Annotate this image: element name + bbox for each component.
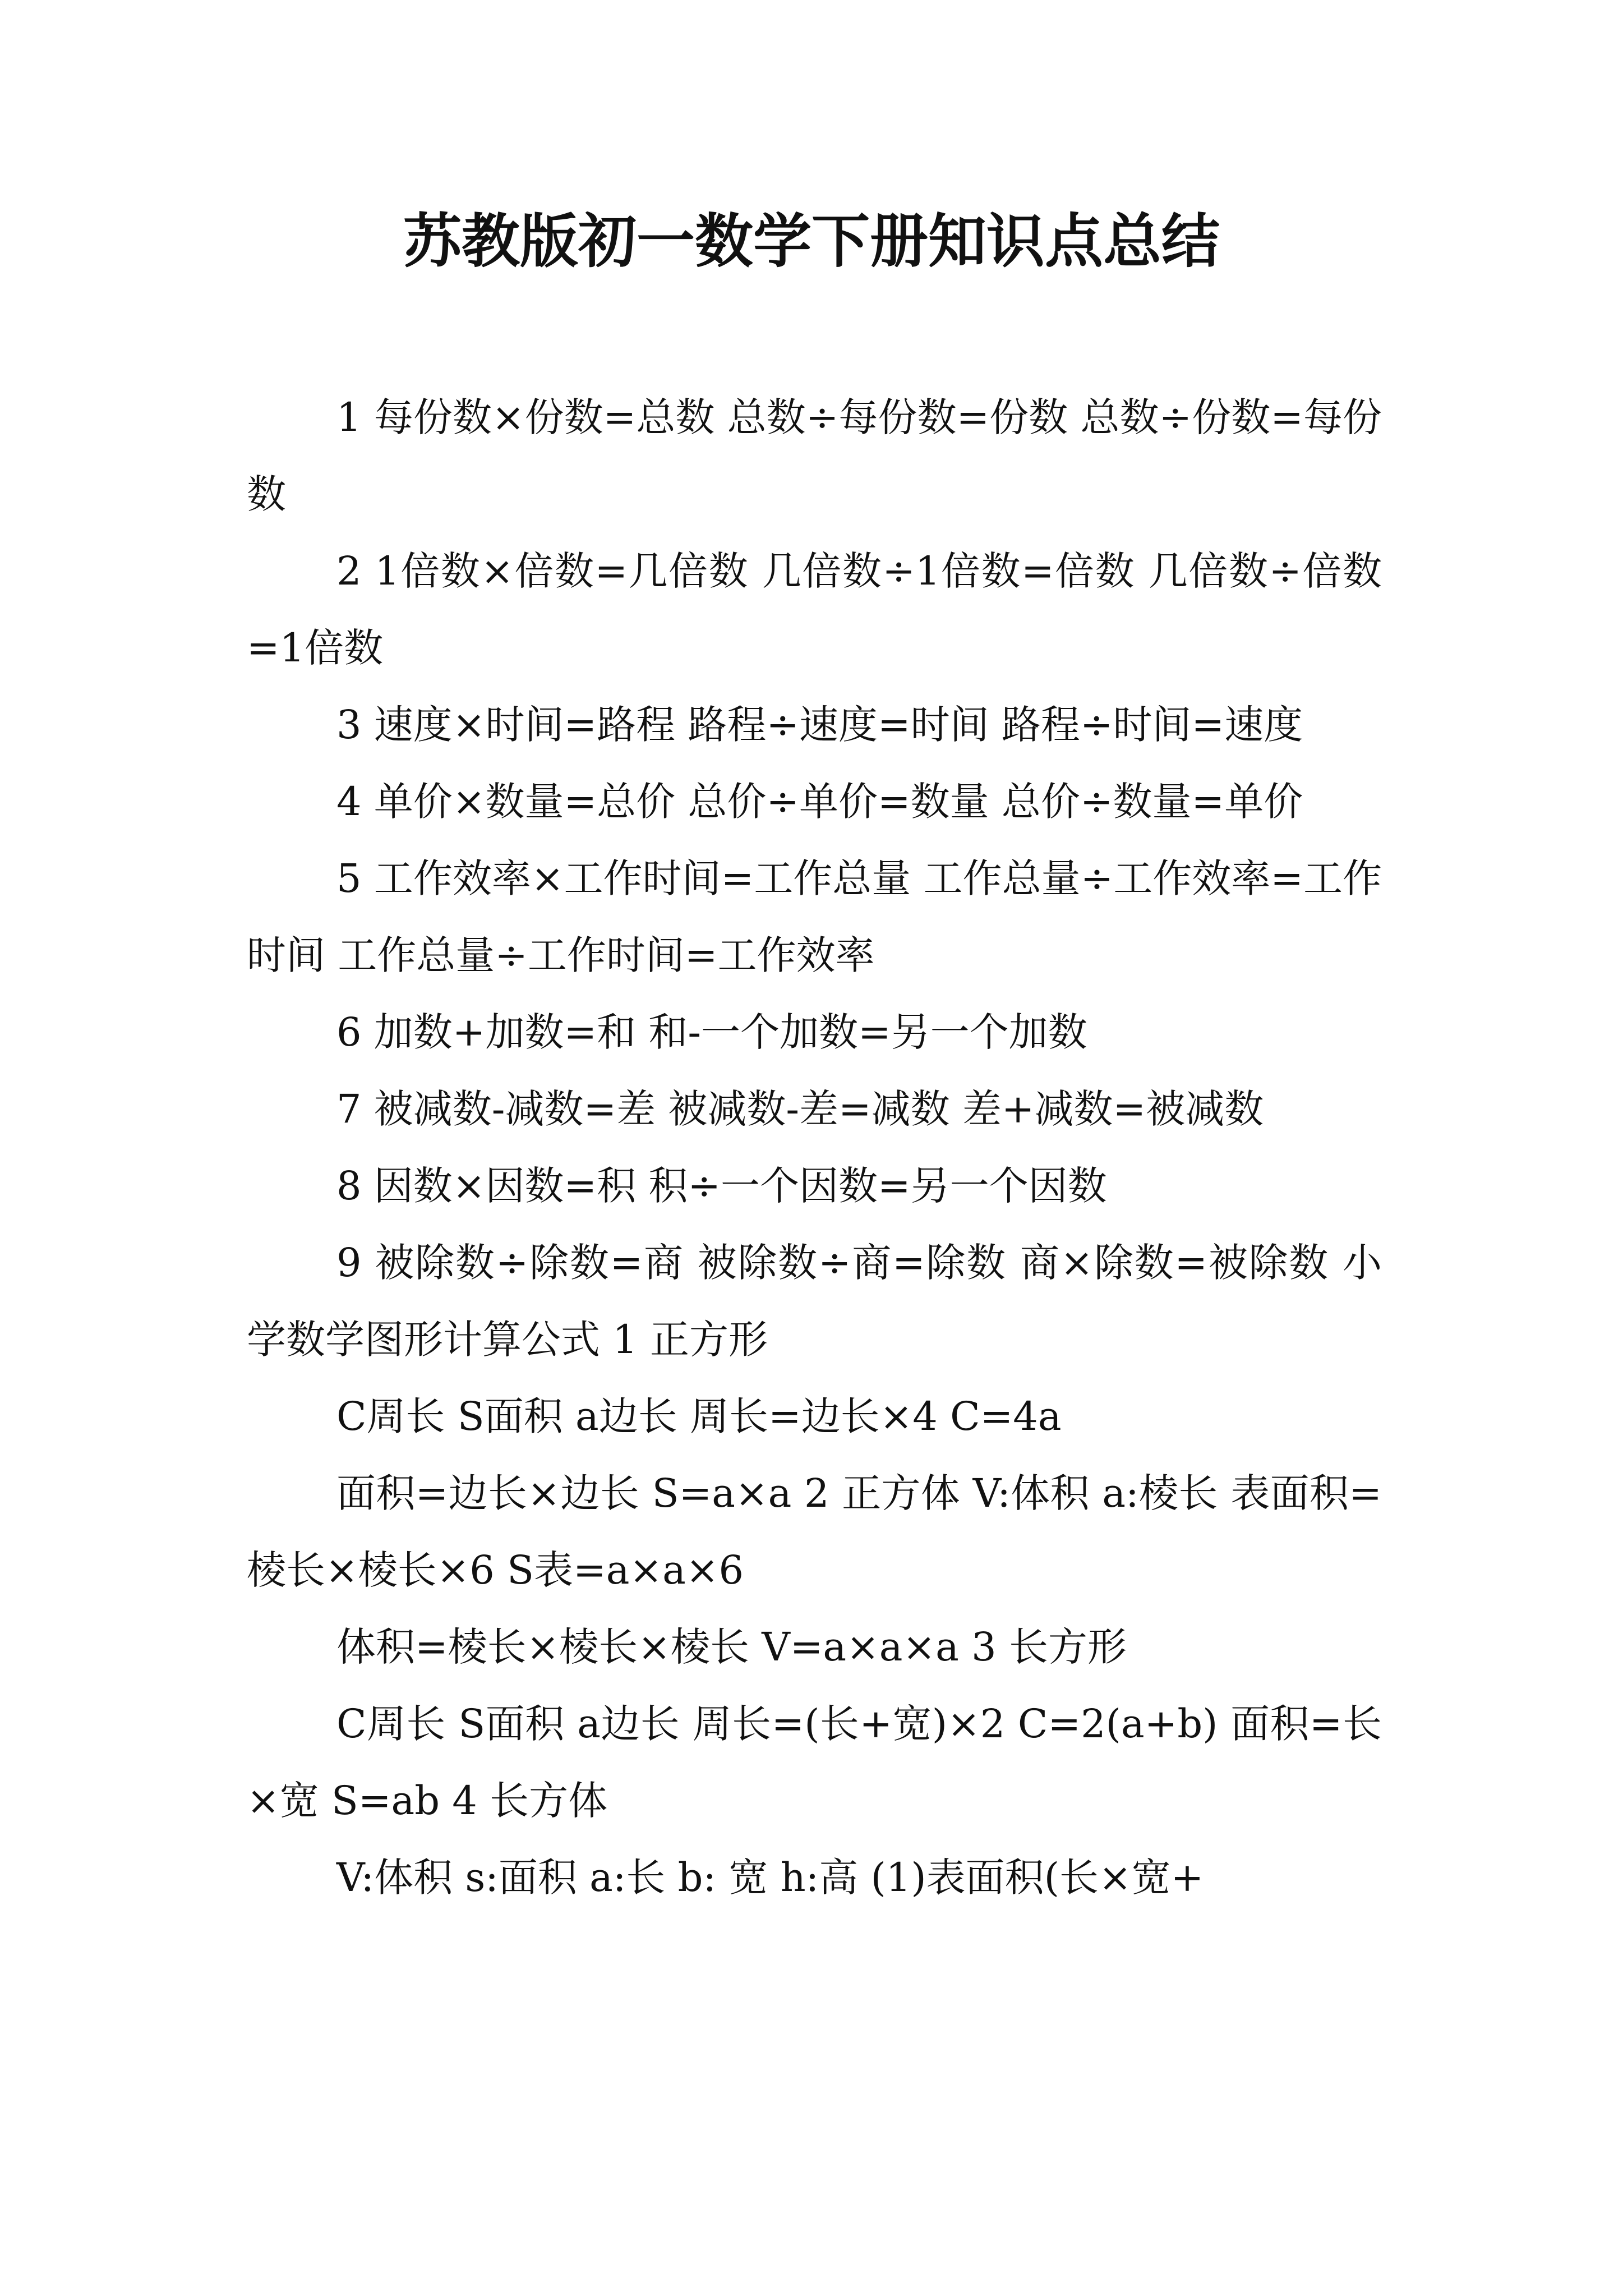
document-title: 苏教版初一数学下册知识点总结 [403, 206, 1220, 275]
paragraph: 4 单价×数量=总价 总价÷单价=数量 总价÷数量=单价 [336, 779, 1303, 825]
paragraph: V:体积 s:面积 a:长 b: 宽 h:高 (1)表面积(长×宽+ [336, 1855, 1204, 1901]
paragraph: 9 被除数÷除数=商 被除数÷商=除数 商×除数=被除数 小学数学图形计算公式 1 正方形 [247, 1240, 1382, 1363]
paragraph: 8 因数×因数=积 积÷一个因数=另一个因数 [336, 1163, 1107, 1209]
paragraph: 5 工作效率×工作时间=工作总量 工作总量÷工作效率=工作时间 工作总量÷工作时间=工作效率 [247, 855, 1382, 978]
document-body [247, 379, 1382, 1916]
paragraph: C周长 S面积 a边长 周长=边长×4 C=4a [336, 1393, 1062, 1439]
paragraph: 2 1倍数×倍数=几倍数 几倍数÷1倍数=倍数 几倍数÷倍数=1倍数 [247, 548, 1382, 671]
paragraph: 1 每份数×份数=总数 总数÷每份数=份数 总数÷份数=每份数 [247, 394, 1382, 517]
paragraph: 面积=边长×边长 S=a×a 2 正方体 V:体积 a:棱长 表面积=棱长×棱长×6 S表=a×a×6 [247, 1470, 1382, 1593]
paragraph: 7 被减数-减数=差 被减数-差=减数 差+减数=被减数 [336, 1086, 1264, 1132]
paragraph: 6 加数+加数=和 和-一个加数=另一个加数 [336, 1009, 1087, 1055]
paragraph: 体积=棱长×棱长×棱长 V=a×a×a 3 长方形 [336, 1624, 1127, 1670]
paragraph: 3 速度×时间=路程 路程÷速度=时间 路程÷时间=速度 [336, 702, 1303, 748]
paragraph: C周长 S面积 a边长 周长=(长+宽)×2 C=2(a+b) 面积=长×宽 S=ab 4 长方体 [247, 1701, 1382, 1824]
